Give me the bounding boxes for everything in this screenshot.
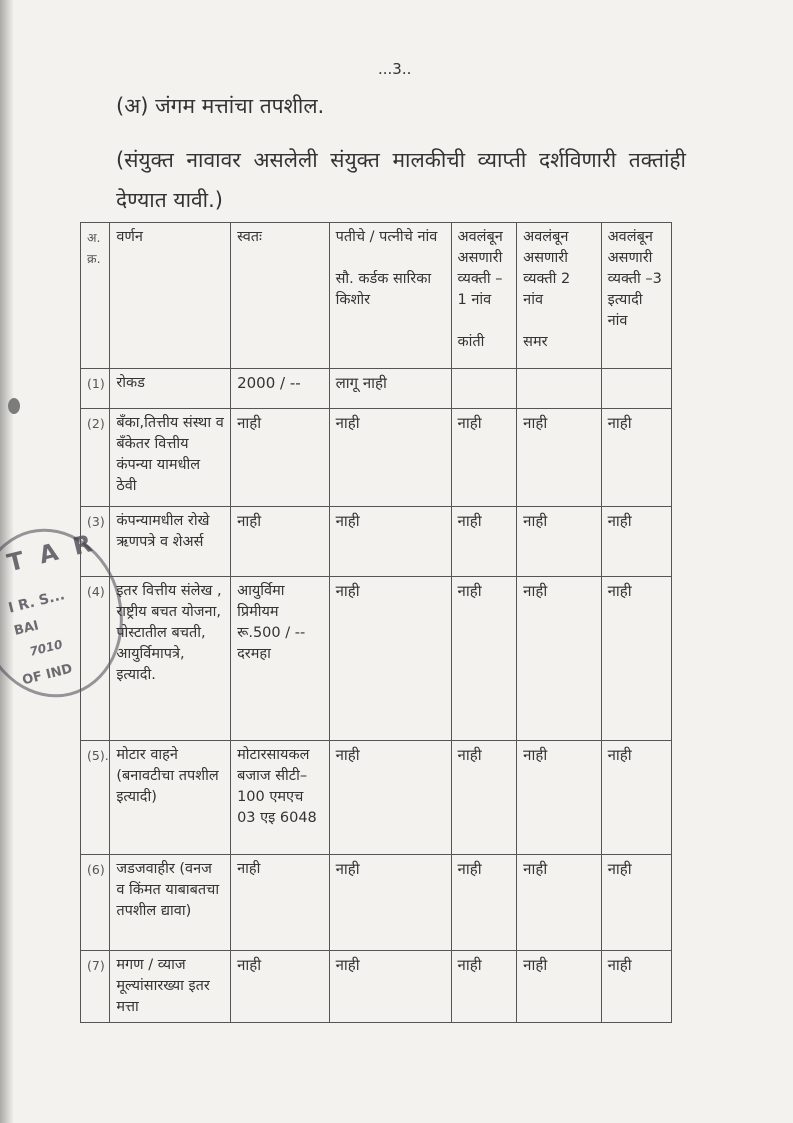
row-self: 2000 / -- [231, 369, 330, 409]
row-description: जडजवाहीर (वनज व किंमत याबाबतचा तपशील द्यावा) [110, 855, 231, 951]
header-description: वर्णन [110, 223, 231, 369]
stamp-text: OF IND [20, 661, 74, 689]
row-sr: (4) [81, 577, 110, 741]
header-dep2: अवलंबून असणारी व्यक्ती 2 नांव [523, 229, 571, 308]
page-number: ...3.. [378, 60, 412, 78]
header-dep3: अवलंबून असणारी व्यक्ती –3 इत्यादी नांव [601, 223, 671, 369]
row-dep1: नाही [451, 409, 517, 507]
row-dep3: नाही [601, 577, 671, 741]
row-sr: (7) [81, 951, 110, 1023]
row-dep1: नाही [451, 577, 517, 741]
row-self: नाही [231, 951, 330, 1023]
table-row [81, 369, 672, 409]
row-dep1 [451, 369, 517, 409]
section-heading: (अ) जंगम मत्तांचा तपशील. [116, 94, 325, 118]
row-dep2: नाही [517, 951, 601, 1023]
row-dep1: नाही [451, 951, 517, 1023]
row-spouse: नाही [329, 951, 451, 1023]
table-row [81, 577, 672, 741]
row-self: मोटारसायकल बजाज सीटी–100 एमएच 03 एइ 6048 [231, 741, 330, 855]
punch-hole [8, 398, 20, 414]
row-self: नाही [231, 855, 330, 951]
table-row [81, 951, 672, 1023]
section-subheading: (संयुक्त नावावर असलेली संयुक्त मालकीची व्याप्ती दर्शविणारी तक्तांही देण्यात यावी.) [116, 148, 686, 212]
row-dep3: नाही [601, 951, 671, 1023]
movable-assets-table [80, 222, 672, 1023]
table-row [81, 855, 672, 951]
row-dep2: नाही [517, 507, 601, 577]
header-spouse-cell [329, 223, 451, 369]
stamp-text: I R. S... [6, 587, 67, 617]
row-dep2 [517, 369, 601, 409]
row-spouse: नाही [329, 855, 451, 951]
row-dep2: नाही [517, 741, 601, 855]
table-row [81, 741, 672, 855]
row-sr: (3) [81, 507, 110, 577]
stamp-text: BAI [12, 618, 41, 639]
header-dep1: अवलंबून असणारी व्यक्ती –1 नांव [457, 229, 503, 308]
header-spouse: पतीचे / पत्नीचे नांव [335, 229, 438, 245]
row-dep3: नाही [601, 507, 671, 577]
row-self: आयुर्विमा प्रिमीयम रू.500 / -- दरमहा [231, 577, 330, 741]
row-sr: (5). [81, 741, 110, 855]
row-dep2: नाही [517, 855, 601, 951]
row-sr: (6) [81, 855, 110, 951]
table-row [81, 409, 672, 507]
row-dep3: नाही [601, 855, 671, 951]
row-description: इतर वित्तीय संलेख , राष्ट्रीय बचत योजना, पोस्टातील बचती, आयुर्विमापत्रे, इत्यादी. [110, 577, 231, 741]
row-dep3 [601, 369, 671, 409]
row-dep1: नाही [451, 507, 517, 577]
row-description: मगण / व्याज मूल्यांसारख्या इतर मत्ता [110, 951, 231, 1023]
row-description: बँका,तित्तीय संस्था व बँकेतर वित्तीय कंपन्या यामधील ठेवी [110, 409, 231, 507]
header-dep2-cell [517, 223, 601, 369]
row-spouse: नाही [329, 577, 451, 741]
row-description: रोकड [110, 369, 231, 409]
row-dep2: नाही [517, 577, 601, 741]
row-dep1: नाही [451, 855, 517, 951]
header-self: स्वतः [231, 223, 330, 369]
row-dep3: नाही [601, 409, 671, 507]
row-dep3: नाही [601, 741, 671, 855]
row-dep2: नाही [517, 409, 601, 507]
row-self: नाही [231, 409, 330, 507]
table-row [81, 507, 672, 577]
row-description: मोटार वाहने (बनावटीचा तपशील इत्यादी) [110, 741, 231, 855]
stamp-text: T A R [4, 528, 99, 578]
row-spouse: लागू नाही [329, 369, 451, 409]
row-spouse: नाही [329, 507, 451, 577]
table-header-row [81, 223, 672, 369]
stamp-text: 7010 [28, 637, 64, 659]
row-self: नाही [231, 507, 330, 577]
row-description: कंपन्यामधील रोखे ऋणपत्रे व शेअर्स [110, 507, 231, 577]
header-dep1-name: कांती [457, 334, 485, 350]
header-dep1-cell [451, 223, 517, 369]
row-sr: (1) [81, 369, 110, 409]
row-sr: (2) [81, 409, 110, 507]
header-spouse-name: सौ. कर्डक सारिका किशोर [335, 271, 432, 308]
row-dep1: नाही [451, 741, 517, 855]
header-dep2-name: समर [523, 334, 548, 350]
header-sr: अ. क्र. [81, 223, 110, 369]
row-spouse: नाही [329, 741, 451, 855]
row-spouse: नाही [329, 409, 451, 507]
